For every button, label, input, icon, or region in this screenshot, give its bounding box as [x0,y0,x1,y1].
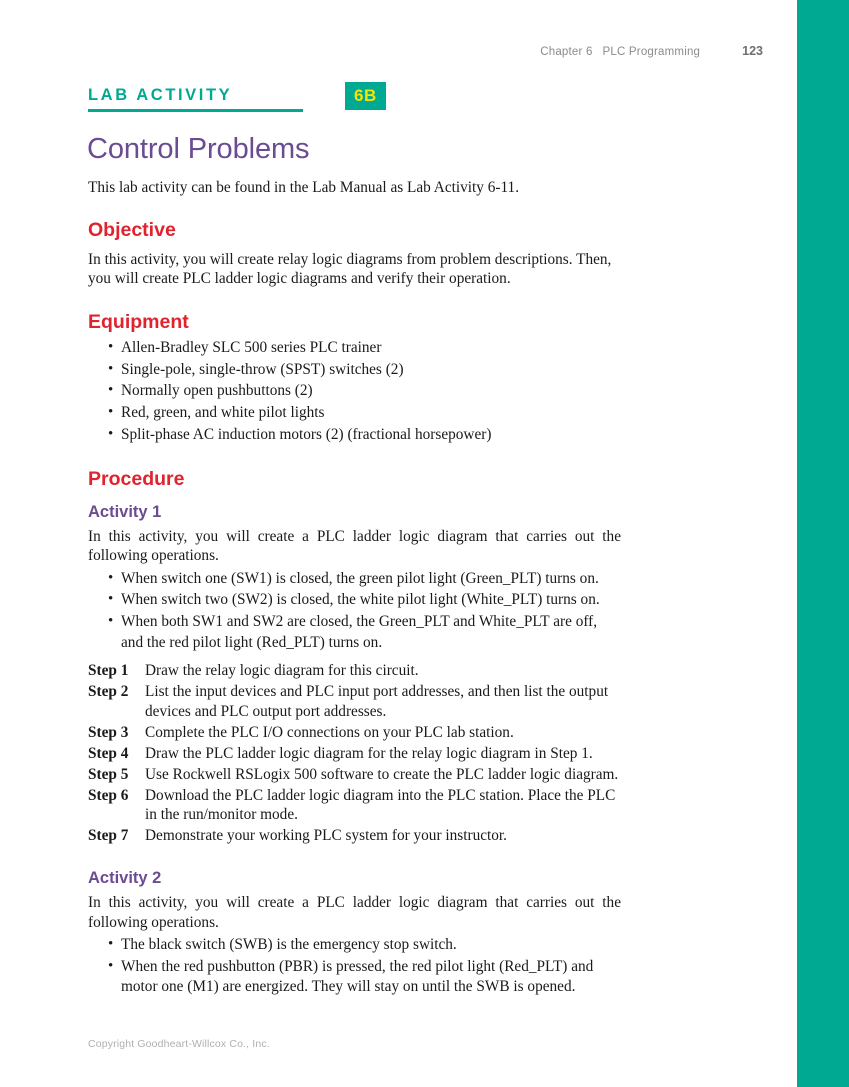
step-text: Draw the PLC ladder logic diagram for the relay logic diagram in Step 1. [145,744,593,762]
list-item: • When the red pushbutton (PBR) is pressed, the red pilot light (Red_PLT) and motor one (M1) are energized. They will stay on until the SWB is opened. [88,957,621,998]
step-row [88,786,621,826]
step-label: Step 6 [88,786,129,804]
lab-activity-label: LAB ACTIVITY [88,86,233,104]
list-item: • Split-phase AC induction motors (2) (fractional horsepower) [88,425,621,446]
step-row [88,826,621,846]
activity-2-bullets [88,935,621,998]
subsection-heading-activity-2: Activity 2 [88,869,162,888]
equipment-list [88,338,621,445]
activity-1-intro: In this activity, you will create a PLC ladder logic diagram that carries out the following operations. [88,527,621,565]
list-item: • Normally open pushbuttons (2) [88,381,621,402]
step-row [88,744,621,764]
activity-1-bullets [88,569,621,654]
step-text: Demonstrate your working PLC system for your instructor. [145,827,507,845]
step-text: Use Rockwell RSLogix 500 software to create the PLC ladder logic diagram. [145,765,619,783]
step-text: List the input devices and PLC input port addresses, and then list the output devices and PLC output port addresses. [145,683,609,721]
list-item: • Allen-Bradley SLC 500 series PLC trainer [88,338,621,359]
step-label: Step 4 [88,744,129,762]
step-label: Step 7 [88,827,129,845]
list-item: • Single-pole, single-throw (SPST) switches (2) [88,360,621,381]
step-row [88,723,621,743]
step-label: Step 5 [88,765,129,783]
list-item: • When switch one (SW1) is closed, the green pilot light (Green_PLT) turns on. [88,569,621,590]
list-item: • Red, green, and white pilot lights [88,403,621,424]
section-heading-procedure: Procedure [88,468,185,491]
step-text: Complete the PLC I/O connections on your PLC lab station. [145,723,514,741]
step-row [88,661,621,681]
subsection-heading-activity-1: Activity 1 [88,502,162,521]
content-flow [88,178,621,999]
step-label: Step 1 [88,662,129,680]
step-label: Step 2 [88,683,129,701]
step-text: Download the PLC ladder logic diagram into the PLC station. Place the PLC in the run/monitor mode. [145,786,616,824]
page-title: Control Problems [87,133,310,165]
section-heading-objective: Objective [88,219,176,242]
activity-1-steps [88,661,621,846]
lab-activity-badge: 6B [345,82,386,110]
step-row [88,765,621,785]
objective-text: In this activity, you will create relay logic diagrams from problem descriptions. Then, you will create PLC ladder logic diagrams and verify their operation. [88,250,612,288]
step-text: Draw the relay logic diagram for this circuit. [145,662,419,680]
page-edge-bar [797,0,849,1087]
activity-2-intro: In this activity, you will create a PLC ladder logic diagram that carries out the following operations. [88,894,621,931]
step-label: Step 3 [88,723,129,741]
footer-copyright: Copyright Goodheart-Willcox Co., Inc. [88,1038,270,1050]
running-head-chapter: Chapter 6 [540,46,593,58]
running-head-title: PLC Programming [602,46,701,58]
intro-paragraph: This lab activity can be found in the Lab Manual as Lab Activity 6-11. [88,179,520,196]
lab-activity-header [88,86,377,112]
page-number: 123 [742,44,763,58]
section-heading-equipment: Equipment [88,310,189,333]
running-head [88,44,763,64]
list-item: • The black switch (SWB) is the emergency stop switch. [88,935,621,956]
step-row [88,682,621,722]
list-item: • When both SW1 and SW2 are closed, the Green_PLT and White_PLT are off, and the red pilot light (Red_PLT) turns on. [88,612,621,653]
list-item: • When switch two (SW2) is closed, the white pilot light (White_PLT) turns on. [88,590,621,611]
